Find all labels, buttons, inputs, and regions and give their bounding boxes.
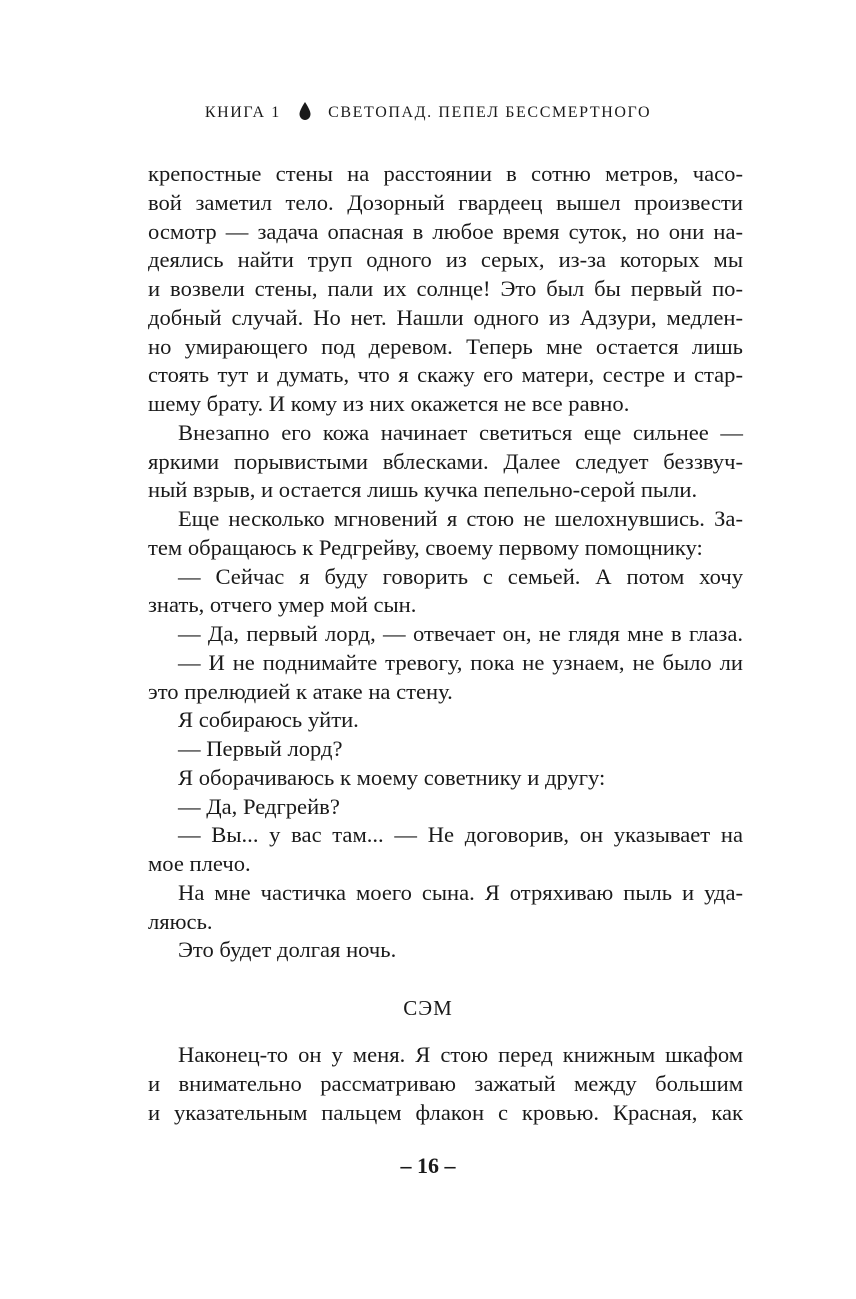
section-title: СЭМ: [403, 996, 453, 1020]
text-line: это прелюдией к атаке на стену.: [148, 678, 453, 704]
page-body: [148, 160, 743, 965]
text-line: — Сейчас я буду говорить с семьей. А потом хочу: [178, 563, 743, 589]
text-line: и указательным пальцем флакон с кровью. Красная, как: [148, 1099, 743, 1125]
running-header: [0, 102, 856, 123]
text-line: Еще несколько мгновений я стою не шелохнувшись. За-: [178, 506, 743, 531]
text-line: тем обращаюсь к Редгрейву, своему первому помощнику:: [148, 534, 703, 560]
section-body: [148, 1041, 743, 1127]
text-line: и внимательно рассматриваю зажатый между большим: [148, 1070, 743, 1096]
book-label: КНИГА 1: [204, 104, 281, 121]
text-line: — Да, Редгрейв?: [178, 793, 340, 819]
text-line: Наконец-то он у меня. Я стою перед книжным шкафом: [178, 1042, 743, 1067]
text-line: и возвели стены, пали их солнце! Это был бы первый по-: [148, 276, 743, 301]
text-line: — Да, первый лорд, — отвечает он, не глядя мне в глаза.: [178, 621, 743, 646]
text-line: осмотр — задача опасная в любое время суток, но они на-: [148, 218, 743, 244]
text-line: знать, отчего умер мой сын.: [148, 592, 417, 618]
text-line: ляюсь.: [148, 908, 213, 934]
text-line: — Первый лорд?: [178, 736, 343, 761]
text-line: яркими порывистыми вблесками. Далее следует беззвуч-: [148, 448, 743, 474]
text-line: деялись найти труп одного из серых, из-за которых мы: [148, 247, 743, 273]
text-line: — И не поднимайте тревогу, пока не узнаем, не было ли: [178, 649, 743, 675]
text-line: вой заметил тело. Дозорный гвардеец вышел произвести: [148, 189, 743, 215]
drop-icon: [299, 102, 311, 120]
text-line: шему брату. И кому из них окажется не все равно.: [148, 391, 630, 416]
text-line: Я оборачиваюсь к моему советнику и другу:: [178, 764, 606, 790]
text-line: Внезапно его кожа начинает светиться еще сильнее —: [178, 419, 743, 445]
text-line: Это будет долгая ночь.: [178, 937, 397, 963]
text-line: — Вы... у вас там... — Не договорив, он указывает на: [178, 822, 743, 848]
text-line: ный взрыв, и остается лишь кучка пепельно-серой пыли.: [148, 477, 698, 503]
text-line: стоять тут и думать, что я скажу его матери, сестре и стар-: [148, 362, 743, 388]
text-line: мое плечо.: [148, 851, 251, 876]
text-line: На мне частичка моего сына. Я отряхиваю пыль и уда-: [178, 879, 743, 905]
book-title: СВЕТОПАД. ПЕПЕЛ БЕССМЕРТНОГО: [328, 104, 652, 121]
text-line: Я собираюсь уйти.: [178, 707, 359, 733]
text-line: добный случай. Но нет. Нашли одного из Адзури, медлен-: [148, 304, 743, 330]
page-number: – 16 –: [400, 1153, 456, 1178]
text-line: крепостные стены на расстоянии в сотню метров, часо-: [148, 161, 743, 186]
text-line: но умирающего под деревом. Теперь мне остается лишь: [148, 333, 743, 359]
